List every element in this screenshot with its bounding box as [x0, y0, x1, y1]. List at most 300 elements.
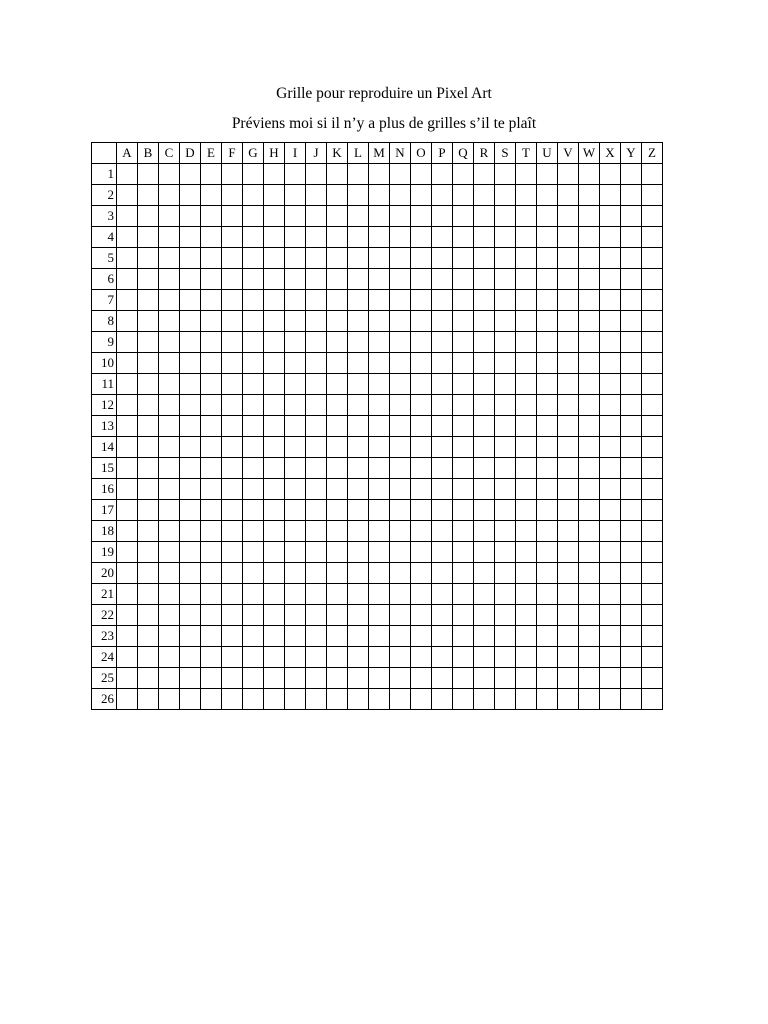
grid-cell: [243, 626, 264, 647]
grid-cell: [222, 458, 243, 479]
grid-cell: [390, 353, 411, 374]
grid-cell: [180, 311, 201, 332]
grid-cell: [201, 458, 222, 479]
grid-cell: [369, 542, 390, 563]
grid-cell: [222, 668, 243, 689]
grid-cell: [390, 185, 411, 206]
grid-cell: [558, 563, 579, 584]
grid-cell: [285, 626, 306, 647]
grid-cell: [600, 332, 621, 353]
grid-cell: [243, 458, 264, 479]
grid-cell: [432, 647, 453, 668]
grid-cell: [474, 311, 495, 332]
grid-cell: [537, 374, 558, 395]
grid-cell: [348, 500, 369, 521]
grid-cell: [453, 647, 474, 668]
grid-cell: [201, 668, 222, 689]
column-header-k: K: [327, 143, 348, 164]
grid-cell: [243, 479, 264, 500]
grid-cell: [180, 374, 201, 395]
grid-cell: [306, 416, 327, 437]
grid-cell: [516, 458, 537, 479]
grid-cell: [495, 500, 516, 521]
grid-row: [92, 647, 663, 668]
grid-cell: [201, 269, 222, 290]
grid-cell: [138, 668, 159, 689]
grid-cell: [453, 626, 474, 647]
grid-cell: [264, 248, 285, 269]
grid-cell: [621, 563, 642, 584]
grid-cell: [369, 584, 390, 605]
grid-cell: [579, 626, 600, 647]
grid-cell: [243, 647, 264, 668]
column-header-g: G: [243, 143, 264, 164]
grid-cell: [495, 353, 516, 374]
grid-row: [92, 626, 663, 647]
grid-cell: [474, 353, 495, 374]
row-header-16: 16: [92, 479, 117, 500]
grid-cell: [642, 227, 663, 248]
grid-cell: [138, 332, 159, 353]
grid-cell: [453, 332, 474, 353]
grid-cell: [369, 374, 390, 395]
grid-cell: [390, 605, 411, 626]
grid-cell: [222, 374, 243, 395]
column-header-h: H: [264, 143, 285, 164]
grid-cell: [453, 374, 474, 395]
grid-cell: [642, 689, 663, 710]
grid-row: [92, 521, 663, 542]
grid-cell: [243, 185, 264, 206]
grid-cell: [327, 458, 348, 479]
grid-cell: [642, 395, 663, 416]
grid-cell: [558, 290, 579, 311]
column-header-v: V: [558, 143, 579, 164]
grid-cell: [159, 353, 180, 374]
grid-cell: [138, 248, 159, 269]
grid-cell: [159, 626, 180, 647]
grid-cell: [516, 605, 537, 626]
grid-cell: [117, 647, 138, 668]
grid-cell: [474, 479, 495, 500]
grid-cell: [159, 311, 180, 332]
grid-cell: [285, 206, 306, 227]
grid-cell: [348, 584, 369, 605]
grid-cell: [285, 521, 306, 542]
grid-cell: [201, 311, 222, 332]
column-header-e: E: [201, 143, 222, 164]
grid-row: [92, 479, 663, 500]
grid-cell: [516, 395, 537, 416]
grid-cell: [117, 206, 138, 227]
grid-cell: [558, 626, 579, 647]
grid-cell: [579, 353, 600, 374]
grid-cell: [453, 521, 474, 542]
grid-cell: [474, 605, 495, 626]
grid-cell: [558, 374, 579, 395]
grid-cell: [474, 332, 495, 353]
grid-cell: [474, 689, 495, 710]
grid-cell: [243, 374, 264, 395]
grid-cell: [264, 521, 285, 542]
column-header-c: C: [159, 143, 180, 164]
grid-row: [92, 458, 663, 479]
row-header-20: 20: [92, 563, 117, 584]
grid-cell: [642, 668, 663, 689]
grid-cell: [432, 500, 453, 521]
row-header-9: 9: [92, 332, 117, 353]
column-header-b: B: [138, 143, 159, 164]
grid-cell: [516, 290, 537, 311]
grid-cell: [222, 437, 243, 458]
grid-cell: [474, 542, 495, 563]
grid-cell: [243, 311, 264, 332]
grid-cell: [243, 206, 264, 227]
grid-cell: [159, 500, 180, 521]
grid-cell: [600, 584, 621, 605]
grid-cell: [180, 479, 201, 500]
grid-cell: [474, 248, 495, 269]
grid-cell: [306, 668, 327, 689]
grid-cell: [285, 185, 306, 206]
grid-cell: [537, 248, 558, 269]
grid-cell: [138, 626, 159, 647]
grid-cell: [495, 668, 516, 689]
grid-cell: [642, 185, 663, 206]
grid-cell: [327, 332, 348, 353]
grid-cell: [453, 227, 474, 248]
grid-cell: [222, 626, 243, 647]
grid-cell: [138, 353, 159, 374]
grid-cell: [621, 626, 642, 647]
grid-cell: [516, 416, 537, 437]
grid-cell: [390, 689, 411, 710]
grid-cell: [453, 395, 474, 416]
grid-row: [92, 668, 663, 689]
grid-cell: [453, 164, 474, 185]
grid-cell: [600, 626, 621, 647]
grid-cell: [474, 227, 495, 248]
grid-cell: [642, 521, 663, 542]
grid-cell: [390, 311, 411, 332]
grid-cell: [222, 542, 243, 563]
grid-row: [92, 269, 663, 290]
grid-cell: [537, 311, 558, 332]
grid-cell: [117, 248, 138, 269]
column-header-f: F: [222, 143, 243, 164]
grid-cell: [537, 584, 558, 605]
column-header-y: Y: [621, 143, 642, 164]
grid-cell: [138, 605, 159, 626]
grid-cell: [621, 458, 642, 479]
grid-cell: [306, 563, 327, 584]
grid-cell: [516, 227, 537, 248]
grid-cell: [474, 437, 495, 458]
grid-cell: [201, 206, 222, 227]
grid-cell: [264, 689, 285, 710]
grid-cell: [537, 479, 558, 500]
grid-cell: [180, 458, 201, 479]
grid-cell: [138, 416, 159, 437]
grid-cell: [474, 584, 495, 605]
grid-cell: [180, 500, 201, 521]
grid-cell: [621, 689, 642, 710]
grid-cell: [306, 206, 327, 227]
grid-cell: [285, 164, 306, 185]
grid-cell: [495, 164, 516, 185]
grid-cell: [390, 416, 411, 437]
grid-cell: [180, 248, 201, 269]
grid-cell: [327, 353, 348, 374]
grid-cell: [390, 206, 411, 227]
grid-cell: [453, 311, 474, 332]
grid-cell: [138, 479, 159, 500]
grid-cell: [306, 479, 327, 500]
grid-cell: [579, 290, 600, 311]
grid-cell: [642, 374, 663, 395]
grid-row: [92, 542, 663, 563]
grid-cell: [432, 206, 453, 227]
grid-cell: [516, 563, 537, 584]
grid-cell: [201, 164, 222, 185]
grid-row: [92, 374, 663, 395]
grid-cell: [495, 269, 516, 290]
row-header-11: 11: [92, 374, 117, 395]
grid-cell: [642, 248, 663, 269]
grid-cell: [285, 689, 306, 710]
grid-cell: [621, 437, 642, 458]
grid-cell: [600, 416, 621, 437]
grid-cell: [327, 311, 348, 332]
grid-cell: [579, 500, 600, 521]
grid-cell: [264, 227, 285, 248]
grid-cell: [621, 353, 642, 374]
grid-cell: [432, 395, 453, 416]
grid-cell: [621, 185, 642, 206]
grid-cell: [327, 542, 348, 563]
grid-cell: [348, 290, 369, 311]
grid-cell: [180, 584, 201, 605]
column-header-x: X: [600, 143, 621, 164]
grid-row: [92, 689, 663, 710]
grid-cell: [222, 185, 243, 206]
grid-cell: [159, 269, 180, 290]
row-header-13: 13: [92, 416, 117, 437]
grid-cell: [180, 647, 201, 668]
grid-cell: [453, 290, 474, 311]
grid-cell: [411, 647, 432, 668]
grid-cell: [369, 332, 390, 353]
grid-cell: [180, 416, 201, 437]
grid-cell: [432, 164, 453, 185]
grid-cell: [117, 689, 138, 710]
grid-cell: [432, 458, 453, 479]
grid-cell: [537, 332, 558, 353]
grid-cell: [516, 647, 537, 668]
grid-body: [92, 143, 663, 710]
grid-cell: [348, 248, 369, 269]
grid-cell: [138, 458, 159, 479]
grid-cell: [453, 584, 474, 605]
grid-row: [92, 332, 663, 353]
grid-cell: [453, 479, 474, 500]
grid-cell: [642, 437, 663, 458]
grid-cell: [495, 521, 516, 542]
grid-cell: [411, 479, 432, 500]
grid-cell: [621, 647, 642, 668]
grid-cell: [495, 290, 516, 311]
grid-cell: [264, 605, 285, 626]
grid-cell: [642, 542, 663, 563]
grid-cell: [117, 374, 138, 395]
grid-cell: [558, 395, 579, 416]
grid-cell: [642, 458, 663, 479]
grid-cell: [264, 206, 285, 227]
grid-cell: [621, 605, 642, 626]
grid-cell: [537, 416, 558, 437]
grid-cell: [180, 227, 201, 248]
grid-cell: [390, 227, 411, 248]
grid-cell: [453, 185, 474, 206]
grid-cell: [474, 416, 495, 437]
grid-cell: [621, 269, 642, 290]
grid-cell: [201, 479, 222, 500]
grid-cell: [579, 248, 600, 269]
grid-cell: [453, 689, 474, 710]
grid-cell: [348, 458, 369, 479]
grid-cell: [390, 290, 411, 311]
grid-cell: [369, 206, 390, 227]
grid-cell: [264, 395, 285, 416]
grid-cell: [117, 500, 138, 521]
grid-cell: [264, 668, 285, 689]
grid-cell: [327, 500, 348, 521]
grid-cell: [222, 647, 243, 668]
grid-cell: [327, 563, 348, 584]
grid-cell: [285, 290, 306, 311]
grid-row: [92, 416, 663, 437]
grid-cell: [411, 164, 432, 185]
grid-cell: [537, 458, 558, 479]
row-header-4: 4: [92, 227, 117, 248]
grid-cell: [411, 626, 432, 647]
column-header-m: M: [369, 143, 390, 164]
grid-cell: [180, 605, 201, 626]
grid-cell: [453, 668, 474, 689]
grid-cell: [411, 290, 432, 311]
grid-cell: [579, 647, 600, 668]
grid-cell: [642, 479, 663, 500]
grid-cell: [264, 416, 285, 437]
grid-cell: [621, 290, 642, 311]
grid-cell: [642, 500, 663, 521]
grid-cell: [180, 668, 201, 689]
grid-cell: [600, 500, 621, 521]
grid-cell: [516, 437, 537, 458]
grid-cell: [453, 605, 474, 626]
grid-cell: [411, 542, 432, 563]
grid-corner-cell: [92, 143, 117, 164]
grid-cell: [474, 269, 495, 290]
grid-cell: [243, 542, 264, 563]
grid-cell: [411, 500, 432, 521]
grid-cell: [348, 689, 369, 710]
grid-cell: [117, 311, 138, 332]
grid-cell: [138, 395, 159, 416]
grid-cell: [579, 269, 600, 290]
grid-row: [92, 563, 663, 584]
grid-cell: [306, 647, 327, 668]
grid-cell: [411, 689, 432, 710]
grid-cell: [411, 206, 432, 227]
grid-cell: [558, 311, 579, 332]
column-header-o: O: [411, 143, 432, 164]
grid-cell: [369, 479, 390, 500]
grid-cell: [537, 626, 558, 647]
grid-cell: [264, 626, 285, 647]
grid-cell: [159, 206, 180, 227]
grid-cell: [474, 563, 495, 584]
grid-cell: [474, 374, 495, 395]
grid-cell: [495, 248, 516, 269]
grid-cell: [180, 626, 201, 647]
grid-cell: [285, 416, 306, 437]
grid-cell: [432, 374, 453, 395]
column-header-row: [92, 143, 663, 164]
grid-cell: [285, 374, 306, 395]
grid-cell: [495, 647, 516, 668]
grid-cell: [201, 374, 222, 395]
grid-cell: [411, 227, 432, 248]
grid-cell: [453, 437, 474, 458]
grid-cell: [453, 206, 474, 227]
grid-cell: [495, 563, 516, 584]
grid-cell: [537, 563, 558, 584]
pixel-art-grid: [91, 142, 663, 710]
grid-cell: [579, 689, 600, 710]
grid-cell: [117, 542, 138, 563]
grid-cell: [474, 395, 495, 416]
grid-cell: [201, 353, 222, 374]
grid-cell: [306, 437, 327, 458]
grid-cell: [390, 521, 411, 542]
grid-cell: [390, 584, 411, 605]
grid-cell: [348, 395, 369, 416]
column-header-t: T: [516, 143, 537, 164]
grid-row: [92, 605, 663, 626]
grid-cell: [327, 164, 348, 185]
grid-cell: [180, 542, 201, 563]
grid-cell: [180, 269, 201, 290]
grid-cell: [390, 668, 411, 689]
grid-cell: [159, 668, 180, 689]
grid-cell: [327, 185, 348, 206]
grid-cell: [411, 416, 432, 437]
grid-cell: [327, 479, 348, 500]
grid-cell: [516, 689, 537, 710]
grid-cell: [621, 332, 642, 353]
grid-cell: [516, 668, 537, 689]
grid-cell: [264, 164, 285, 185]
grid-cell: [621, 521, 642, 542]
grid-cell: [327, 290, 348, 311]
grid-cell: [537, 521, 558, 542]
grid-cell: [558, 353, 579, 374]
grid-cell: [474, 164, 495, 185]
grid-cell: [537, 290, 558, 311]
grid-cell: [600, 647, 621, 668]
grid-cell: [369, 248, 390, 269]
